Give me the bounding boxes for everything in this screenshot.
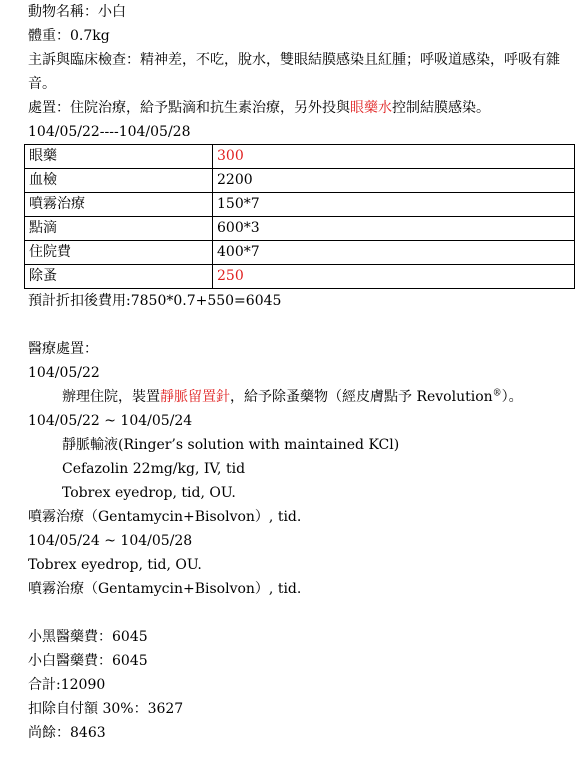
fee-item: 除蚤: [25, 265, 213, 289]
fee-table: [24, 144, 575, 289]
fee-amount: 600*3: [213, 217, 575, 241]
treatment: [28, 96, 576, 120]
entry2-item: Tobrex eyedrop, tid, OU.: [62, 485, 236, 501]
fee-item: 噴霧治療: [25, 193, 213, 217]
registered-mark: ®: [492, 388, 502, 399]
fee-amount: 300: [213, 145, 575, 169]
remaining: 尚餘：8463: [28, 725, 106, 741]
black-fee: 小黑醫藥費：6045: [28, 629, 148, 645]
complaint: 主訴與臨床檢查：精神差，不吃，脫水，雙眼結膜感染且紅腫；呼吸道感染，呼吸有雜音。: [28, 52, 560, 92]
document-page: [28, 0, 576, 745]
entry1-text-end: ）。: [501, 389, 523, 405]
fee-amount: 2200: [213, 169, 575, 193]
entry1-date: 104/05/22: [28, 365, 100, 381]
treatment-prefix: 處置：住院治療，給予點滴和抗生素治療，另外投與: [28, 100, 350, 116]
fee-amount: 150*7: [213, 193, 575, 217]
fee-item: 住院費: [25, 241, 213, 265]
fee-row: [25, 145, 575, 169]
entry1-text: [28, 385, 576, 409]
entry3-nebulizer: 噴霧治療（Gentamycin+Bisolvon）, tid.: [28, 581, 302, 597]
period: 104/05/22----104/05/28: [28, 124, 191, 140]
spacer: [28, 313, 576, 337]
deduct: 扣除自付額 30%：3627: [28, 701, 184, 717]
animal-name: 動物名稱：小白: [28, 4, 126, 20]
entry3-eyedrop: Tobrex eyedrop, tid, OU.: [28, 557, 202, 573]
fee-row: [25, 241, 575, 265]
entry2-item: 靜脈輸液(Ringer’s solution with maintained KCl): [62, 437, 400, 453]
entry1-text-highlight: 靜脈留置針: [160, 389, 230, 405]
fee-row: [25, 265, 575, 289]
fee-item: 點滴: [25, 217, 213, 241]
medical-heading: 醫療處置：: [28, 341, 98, 357]
treatment-highlight: 眼藥水: [350, 100, 392, 116]
fee-item: 血檢: [25, 169, 213, 193]
white-fee: 小白醫藥費：6045: [28, 653, 148, 669]
fee-amount: 400*7: [213, 241, 575, 265]
fee-amount: 250: [213, 265, 575, 289]
fee-item: 眼藥: [25, 145, 213, 169]
entry2-date: 104/05/22 ~ 104/05/24: [28, 413, 193, 429]
treatment-suffix: 控制結膜感染。: [392, 100, 490, 116]
weight: 體重：0.7kg: [28, 28, 110, 44]
fee-row: [25, 169, 575, 193]
fee-row: [25, 217, 575, 241]
estimate: 預計折扣後費用:7850*0.7+550=6045: [28, 293, 282, 309]
entry2-nebulizer: 噴霧治療（Gentamycin+Bisolvon）, tid.: [28, 509, 302, 525]
total: 合計:12090: [28, 677, 106, 693]
entry2-item: Cefazolin 22mg/kg, IV, tid: [62, 461, 246, 477]
entry1-text-prefix: 辦理住院，裝置: [62, 389, 160, 405]
entry1-text-suffix: ，給予除蚤藥物（經皮膚點予 Revolution: [230, 389, 493, 405]
entry3-date: 104/05/24 ~ 104/05/28: [28, 533, 193, 549]
spacer: [28, 601, 576, 625]
fee-row: [25, 193, 575, 217]
